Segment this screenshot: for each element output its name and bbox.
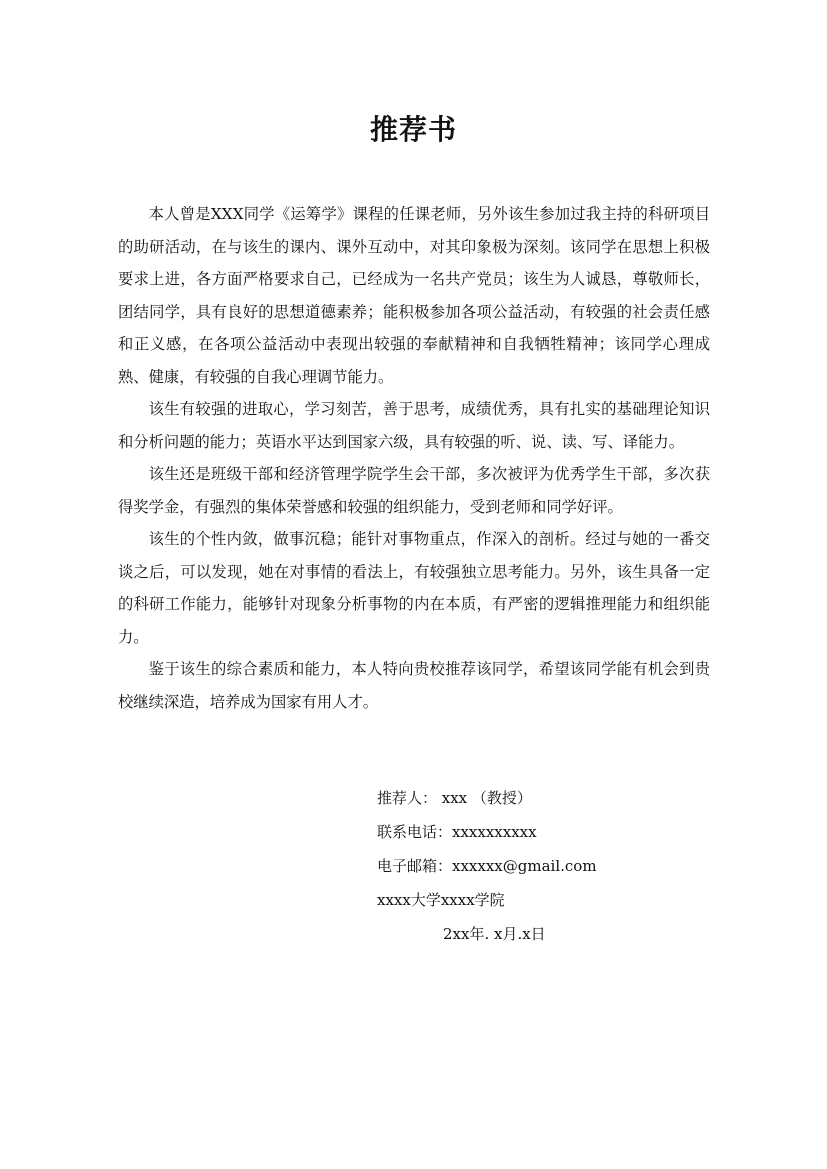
date-line: 2xx年. x月.x日 — [443, 925, 546, 943]
paragraph-2: 该生有较强的进取心，学习刻苦，善于思考，成绩优秀，具有扎实的基础理论知识和分析问题的能力；英语水平达到国家六级，具有较强的听、说、读、写、译能力。 — [118, 400, 710, 451]
institution-line: xxxx大学xxxx学院 — [377, 891, 505, 909]
document-title: 推荐书 — [369, 113, 457, 146]
email-line: 电子邮箱：xxxxxx@gmail.com — [377, 857, 597, 875]
recommender-line: 推荐人： xxx （教授） — [377, 789, 532, 807]
paragraph-3: 该生还是班级干部和经济管理学院学生会干部，多次被评为优秀学生干部，多次获得奖学金，有强烈的集体荣誉感和较强的组织能力，受到老师和同学好评。 — [118, 465, 710, 516]
letter-body — [118, 198, 710, 718]
paragraph-5: 鉴于该生的综合素质和能力，本人特向贵校推荐该同学，希望该同学能有机会到贵校继续深造，培养成为国家有用人才。 — [118, 660, 710, 711]
phone-line: 联系电话：xxxxxxxxxx — [377, 823, 537, 841]
paragraph-4: 该生的个性内敛，做事沉稳；能针对事物重点，作深入的剖析。经过与她的一番交谈之后，可以发现，她在对事情的看法上，有较强独立思考能力。另外，该生具备一定的科研工作能力，能够针对现象分析事物的内在本质，有严密的逻辑推理能力和组织能力。 — [118, 530, 710, 646]
paragraph-1: 本人曾是XXX同学《运筹学》课程的任课老师，另外该生参加过我主持的科研项目的助研活动，在与该生的课内、课外互动中，对其印象极为深刻。该同学在思想上积极要求上进，各方面严格要求自己，已经成为一名共产党员；该生为人诚恳，尊敬师长，团结同学，具有良好的思想道德素养；能积极参加各项公益活动，有较强的社会责任感和正义感，在各项公益活动中表现出较强的奉献精神和自我牺牲精神；该同学心理成熟、健康，有较强的自我心理调节能力。 — [118, 205, 710, 386]
signature-block — [377, 781, 707, 951]
